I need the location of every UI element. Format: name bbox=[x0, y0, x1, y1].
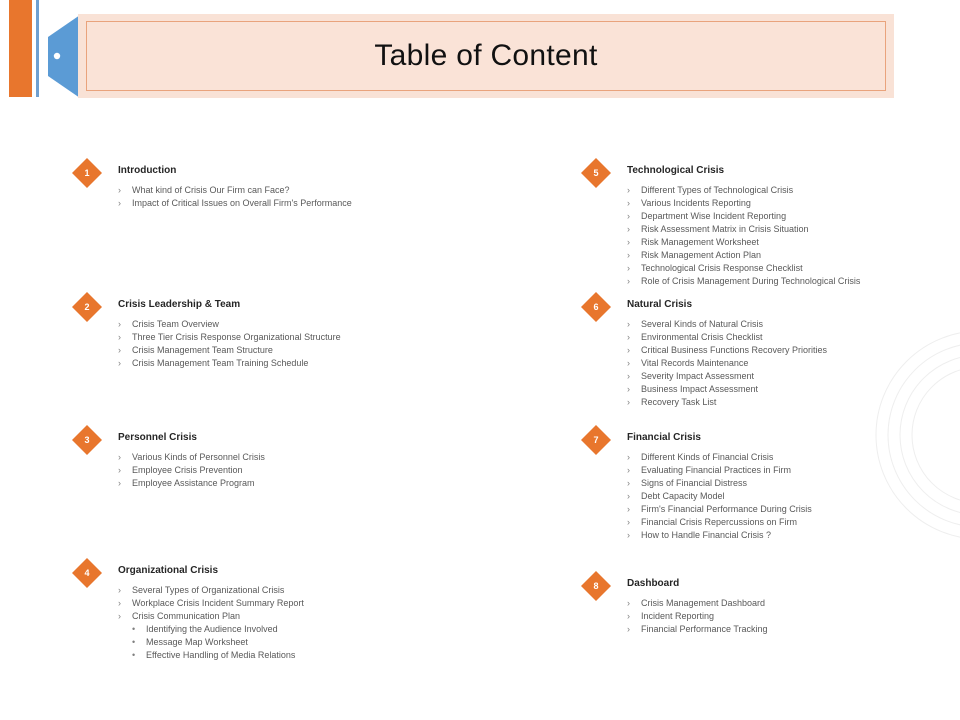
list-item[interactable] bbox=[118, 464, 265, 477]
list-item-text: Financial Performance Tracking bbox=[641, 624, 768, 634]
bullet-icon: • bbox=[132, 637, 136, 647]
chevron-right-icon: › bbox=[627, 319, 630, 329]
list-item[interactable] bbox=[627, 210, 860, 223]
section-number: 8 bbox=[593, 581, 599, 591]
section-number: 2 bbox=[84, 302, 90, 312]
chevron-right-icon: › bbox=[627, 452, 630, 462]
list-item[interactable] bbox=[627, 529, 812, 542]
section-items bbox=[627, 451, 812, 542]
list-item[interactable] bbox=[627, 331, 827, 344]
list-item[interactable] bbox=[627, 383, 827, 396]
chevron-right-icon: › bbox=[627, 198, 630, 208]
list-item[interactable] bbox=[627, 370, 827, 383]
list-item[interactable] bbox=[627, 623, 768, 636]
section-items bbox=[627, 184, 860, 288]
sub-list-item[interactable] bbox=[118, 649, 304, 662]
section-number-badge bbox=[581, 158, 611, 188]
chevron-right-icon: › bbox=[627, 517, 630, 527]
section-number-badge bbox=[581, 292, 611, 322]
section-title[interactable]: Introduction bbox=[118, 165, 177, 176]
list-item-text: Several Kinds of Natural Crisis bbox=[641, 319, 764, 329]
chevron-right-icon: › bbox=[627, 611, 630, 621]
chevron-right-icon: › bbox=[627, 332, 630, 342]
list-item-text: Risk Management Worksheet bbox=[641, 237, 759, 247]
list-item[interactable] bbox=[627, 357, 827, 370]
list-item-text: Department Wise Incident Reporting bbox=[641, 211, 787, 221]
section-number-badge bbox=[581, 425, 611, 455]
chevron-right-icon: › bbox=[118, 465, 121, 475]
list-item[interactable] bbox=[627, 223, 860, 236]
list-item[interactable] bbox=[627, 275, 860, 288]
list-item[interactable] bbox=[118, 357, 341, 370]
list-item[interactable] bbox=[118, 597, 304, 610]
list-item-text: Recovery Task List bbox=[641, 397, 717, 407]
list-item-text: Risk Management Action Plan bbox=[641, 250, 762, 260]
section-title[interactable]: Crisis Leadership & Team bbox=[118, 299, 241, 310]
section-number: 6 bbox=[593, 302, 599, 312]
bullet-icon: • bbox=[132, 624, 136, 634]
section-items bbox=[627, 597, 768, 636]
chevron-right-icon: › bbox=[118, 478, 121, 488]
chevron-right-icon: › bbox=[627, 276, 630, 286]
list-item[interactable] bbox=[627, 490, 812, 503]
chevron-right-icon: › bbox=[627, 397, 630, 407]
chevron-right-icon: › bbox=[627, 371, 630, 381]
list-item-text: Employee Crisis Prevention bbox=[132, 465, 243, 475]
section-title[interactable]: Technological Crisis bbox=[627, 165, 725, 176]
list-item-text: Evaluating Financial Practices in Firm bbox=[641, 465, 792, 475]
section-items bbox=[118, 584, 304, 662]
list-item[interactable] bbox=[118, 610, 304, 623]
list-item-text: Crisis Management Dashboard bbox=[641, 598, 766, 608]
chevron-right-icon: › bbox=[627, 185, 630, 195]
section-title[interactable]: Natural Crisis bbox=[627, 299, 693, 310]
chevron-right-icon: › bbox=[627, 345, 630, 355]
list-item-text: Message Map Worksheet bbox=[146, 637, 248, 647]
section-number-badge bbox=[72, 425, 102, 455]
list-item-text: Employee Assistance Program bbox=[132, 478, 255, 488]
list-item-text: Effective Handling of Media Relations bbox=[146, 650, 296, 660]
list-item-text: Risk Assessment Matrix in Crisis Situation bbox=[641, 224, 809, 234]
list-item[interactable] bbox=[627, 184, 860, 197]
chevron-right-icon: › bbox=[627, 250, 630, 260]
list-item[interactable] bbox=[627, 344, 827, 357]
section-number-badge bbox=[72, 158, 102, 188]
list-item[interactable] bbox=[627, 503, 812, 516]
chevron-right-icon: › bbox=[627, 465, 630, 475]
list-item[interactable] bbox=[118, 451, 265, 464]
chevron-right-icon: › bbox=[118, 611, 121, 621]
list-item-text: Severity Impact Assessment bbox=[641, 371, 755, 381]
list-item[interactable] bbox=[627, 236, 860, 249]
list-item-text: Different Kinds of Financial Crisis bbox=[641, 452, 774, 462]
chevron-right-icon: › bbox=[627, 478, 630, 488]
chevron-right-icon: › bbox=[118, 198, 121, 208]
list-item-text: Several Types of Organizational Crisis bbox=[132, 585, 285, 595]
chevron-right-icon: › bbox=[118, 185, 121, 195]
list-item-text: Crisis Communication Plan bbox=[132, 611, 241, 621]
list-item[interactable] bbox=[118, 331, 341, 344]
page-title: Table of Content bbox=[374, 39, 598, 72]
list-item-text: What kind of Crisis Our Firm can Face? bbox=[132, 185, 290, 195]
tab-shape-icon bbox=[48, 15, 80, 98]
chevron-right-icon: › bbox=[118, 585, 121, 595]
chevron-right-icon: › bbox=[118, 452, 121, 462]
title-box bbox=[86, 21, 886, 91]
section-title[interactable]: Financial Crisis bbox=[627, 432, 701, 443]
chevron-right-icon: › bbox=[627, 211, 630, 221]
list-item-text: Identifying the Audience Involved bbox=[146, 624, 278, 634]
list-item[interactable] bbox=[118, 184, 352, 197]
chevron-right-icon: › bbox=[118, 598, 121, 608]
chevron-right-icon: › bbox=[627, 384, 630, 394]
orange-accent-bar bbox=[9, 0, 32, 97]
section-title[interactable]: Personnel Crisis bbox=[118, 432, 197, 443]
list-item[interactable] bbox=[118, 344, 341, 357]
chevron-right-icon: › bbox=[118, 332, 121, 342]
list-item-text: Vital Records Maintenance bbox=[641, 358, 749, 368]
section-number: 1 bbox=[84, 168, 90, 178]
chevron-right-icon: › bbox=[118, 345, 121, 355]
chevron-right-icon: › bbox=[627, 598, 630, 608]
list-item-text: Crisis Management Team Structure bbox=[132, 345, 273, 355]
list-item-text: Technological Crisis Response Checklist bbox=[641, 263, 803, 273]
list-item[interactable] bbox=[118, 197, 352, 210]
chevron-right-icon: › bbox=[627, 624, 630, 634]
section-items bbox=[627, 318, 827, 409]
list-item[interactable] bbox=[627, 451, 812, 464]
list-item-text: Business Impact Assessment bbox=[641, 384, 759, 394]
list-item-text: Role of Crisis Management During Technological Crisis bbox=[641, 276, 861, 286]
section-number-badge bbox=[72, 292, 102, 322]
list-item-text: Incident Reporting bbox=[641, 611, 715, 621]
sub-list-item[interactable] bbox=[118, 636, 304, 649]
chevron-right-icon: › bbox=[627, 358, 630, 368]
chevron-right-icon: › bbox=[627, 263, 630, 273]
list-item[interactable] bbox=[627, 318, 827, 331]
list-item-text: How to Handle Financial Crisis ? bbox=[641, 530, 772, 540]
section-title[interactable]: Dashboard bbox=[627, 578, 680, 589]
blue-accent-line bbox=[36, 0, 39, 97]
list-item-text: Firm's Financial Performance During Crisis bbox=[641, 504, 812, 514]
list-item-text: Various Incidents Reporting bbox=[641, 198, 751, 208]
list-item[interactable] bbox=[627, 516, 812, 529]
chevron-right-icon: › bbox=[627, 237, 630, 247]
list-item-text: Crisis Management Team Training Schedule bbox=[132, 358, 309, 368]
list-item-text: Crisis Team Overview bbox=[132, 319, 219, 329]
chevron-right-icon: › bbox=[627, 224, 630, 234]
list-item-text: Various Kinds of Personnel Crisis bbox=[132, 452, 265, 462]
section-items bbox=[118, 318, 341, 370]
section-number-badge bbox=[581, 571, 611, 601]
list-item[interactable] bbox=[118, 318, 341, 331]
list-item[interactable] bbox=[627, 396, 827, 409]
list-item[interactable] bbox=[627, 477, 812, 490]
sub-list-item[interactable] bbox=[118, 623, 304, 636]
chevron-right-icon: › bbox=[627, 504, 630, 514]
section-number-badge bbox=[72, 558, 102, 588]
bullet-icon: • bbox=[132, 650, 136, 660]
list-item-text: Signs of Financial Distress bbox=[641, 478, 748, 488]
list-item[interactable] bbox=[627, 610, 768, 623]
list-item[interactable] bbox=[627, 597, 768, 610]
list-item-text: Different Types of Technological Crisis bbox=[641, 185, 794, 195]
section-items bbox=[118, 451, 265, 490]
list-item[interactable] bbox=[627, 197, 860, 210]
list-item-text: Impact of Critical Issues on Overall Firm's Performance bbox=[132, 198, 352, 208]
list-item-text: Financial Crisis Repercussions on Firm bbox=[641, 517, 798, 527]
list-item-text: Three Tier Crisis Response Organizational Structure bbox=[132, 332, 341, 342]
section-title[interactable]: Organizational Crisis bbox=[118, 565, 219, 576]
section-items bbox=[118, 184, 352, 210]
chevron-right-icon: › bbox=[627, 491, 630, 501]
list-item-text: Environmental Crisis Checklist bbox=[641, 332, 763, 342]
list-item[interactable] bbox=[118, 584, 304, 597]
list-item-text: Critical Business Functions Recovery Priorities bbox=[641, 345, 828, 355]
chevron-right-icon: › bbox=[118, 358, 121, 368]
list-item[interactable] bbox=[627, 464, 812, 477]
chevron-right-icon: › bbox=[627, 530, 630, 540]
list-item-text: Workplace Crisis Incident Summary Report bbox=[132, 598, 304, 608]
chevron-right-icon: › bbox=[118, 319, 121, 329]
section-number: 3 bbox=[84, 435, 90, 445]
list-item[interactable] bbox=[627, 262, 860, 275]
section-number: 7 bbox=[593, 435, 599, 445]
section-number: 5 bbox=[593, 168, 599, 178]
section-number: 4 bbox=[84, 568, 90, 578]
list-item[interactable] bbox=[118, 477, 265, 490]
list-item-text: Debt Capacity Model bbox=[641, 491, 725, 501]
decorative-circles-icon bbox=[870, 320, 960, 550]
list-item[interactable] bbox=[627, 249, 860, 262]
